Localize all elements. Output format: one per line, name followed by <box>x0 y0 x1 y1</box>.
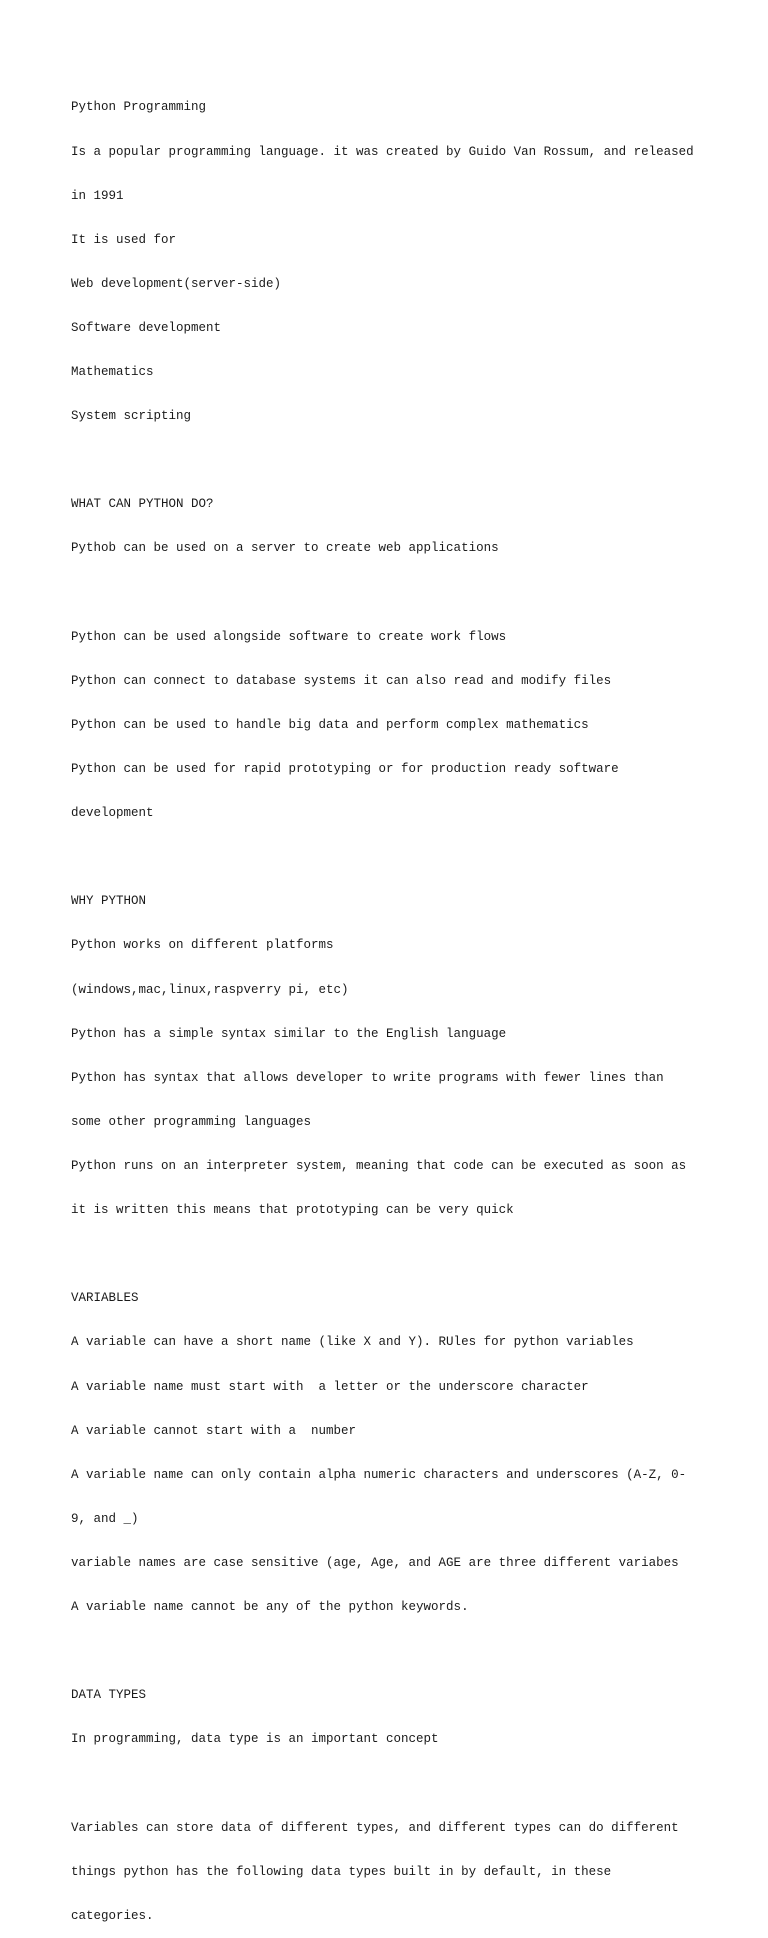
text-line: Web development(server-side) <box>71 276 282 291</box>
text-line: (windows,mac,linux,raspverry pi, etc) <box>71 982 349 997</box>
text-line: It is used for <box>71 232 177 247</box>
document-body <box>71 71 711 1938</box>
text-line: variable names are case sensitive (age, Age, and AGE are three different variabes <box>71 1555 679 1570</box>
text-line: A variable can have a short name (like X and Y). RUles for python variables <box>71 1335 634 1350</box>
text-line: development <box>71 806 154 821</box>
text-line: Python runs on an interpreter system, meaning that code can be executed as soon as <box>71 1158 687 1173</box>
text-line: Python has a simple syntax similar to the English language <box>71 1026 507 1041</box>
text-line: A variable name cannot be any of the python keywords. <box>71 1600 469 1615</box>
text-line: Python can connect to database systems it can also read and modify files <box>71 673 612 688</box>
text-line: things python has the following data types built in by default, in these <box>71 1864 612 1879</box>
text-line: A variable name must start with a letter or the underscore character <box>71 1379 589 1394</box>
text-line: Python can be used to handle big data and perform complex mathematics <box>71 717 589 732</box>
text-line: in 1991 <box>71 188 124 203</box>
text-line: Python has syntax that allows developer to write programs with fewer lines than <box>71 1070 664 1085</box>
text-line: Variables can store data of different types, and different types can do different <box>71 1820 679 1835</box>
blank-line <box>71 1247 711 1262</box>
section-heading-data-types: DATA TYPES <box>71 1688 147 1703</box>
text-line: A variable cannot start with a number <box>71 1423 357 1438</box>
text-line: Is a popular programming language. it was created by Guido Van Rossum, and released <box>71 144 694 159</box>
blank-line <box>71 586 711 601</box>
text-line: Python can be used alongside software to create work flows <box>71 629 507 644</box>
text-line: categories. <box>71 1908 154 1923</box>
section-heading-why-python: WHY PYTHON <box>71 894 147 909</box>
blank-line <box>71 850 711 865</box>
text-line: Python can be used for rapid prototyping or for production ready software <box>71 762 619 777</box>
blank-line <box>71 1644 711 1659</box>
text-line: Software development <box>71 320 222 335</box>
text-line: System scripting <box>71 409 192 424</box>
section-heading-variables: VARIABLES <box>71 1291 139 1306</box>
section-heading-what-can-python-do: WHAT CAN PYTHON DO? <box>71 497 214 512</box>
text-line: Python works on different platforms <box>71 938 334 953</box>
text-line: it is written this means that prototyping can be very quick <box>71 1203 514 1218</box>
text-line: Pythob can be used on a server to create web applications <box>71 541 499 556</box>
doc-title: Python Programming <box>71 100 207 115</box>
blank-line <box>71 453 711 468</box>
text-line: Mathematics <box>71 365 154 380</box>
text-line: A variable name can only contain alpha numeric characters and underscores (A-Z, 0- <box>71 1467 687 1482</box>
text-line: 9, and _) <box>71 1511 139 1526</box>
blank-line <box>71 1776 711 1791</box>
text-line: In programming, data type is an important concept <box>71 1732 439 1747</box>
text-line: some other programming languages <box>71 1114 312 1129</box>
